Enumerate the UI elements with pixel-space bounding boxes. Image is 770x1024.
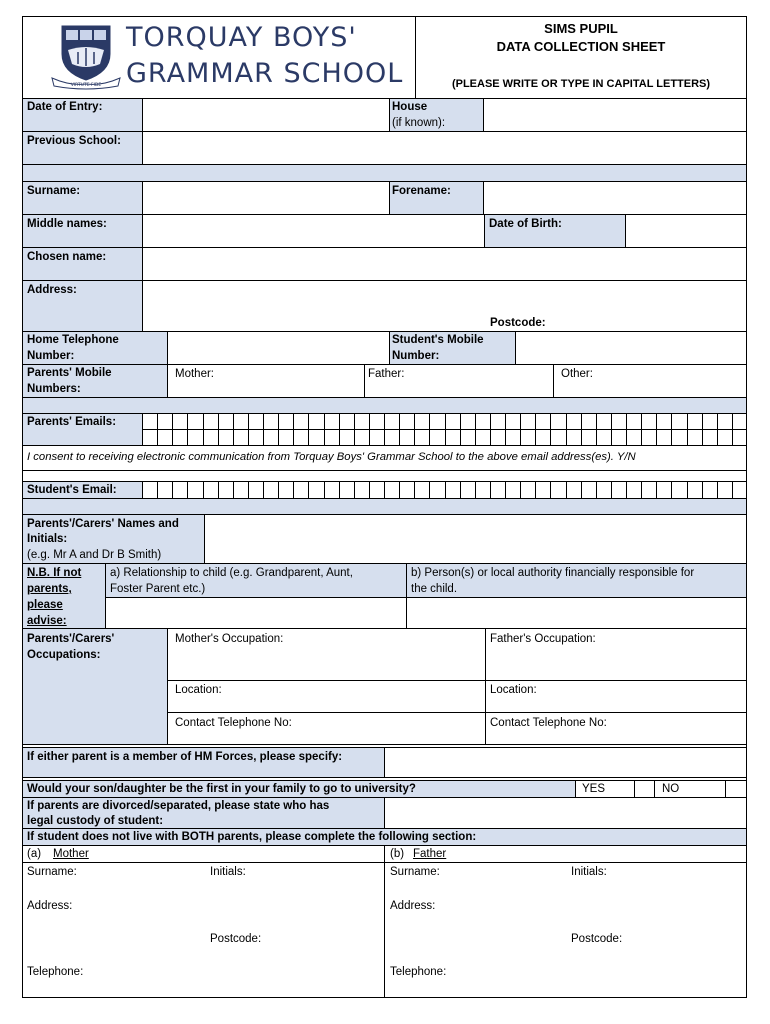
father-postcode-label: Postcode: [571,933,623,945]
financial-label-1: b) Person(s) or local authority financially responsible for [411,567,695,579]
crest-motto: VIRTUTE FIDE [70,83,102,88]
forename-field[interactable] [483,181,747,215]
mother-address-label: Address: [27,900,73,912]
spacer-row-2 [22,397,747,414]
university-label: Would your son/daughter be the first in your family to go to university? [27,783,416,795]
spacer-row-4 [22,498,747,515]
carers-names-label-1: Parents'/Carers' Names and [27,518,179,530]
mother-section-title: Mother [53,848,89,860]
custody-label-1: If parents are divorced/separated, please state who has [27,800,330,812]
spacer-row [22,164,747,182]
date-of-birth-field[interactable] [625,214,747,248]
school-crest-icon [50,24,122,90]
student-mobile-field[interactable] [515,331,747,365]
father-mobile-label: Father: [368,368,405,380]
form-title-line2: DATA COLLECTION SHEET [496,39,666,54]
nb-label-4: advise: [27,615,67,627]
student-mobile-label-1: Student's Mobile [392,334,484,346]
no-checkbox[interactable] [725,780,747,798]
mother-telephone-label: Telephone: [27,966,84,978]
father-occupation-label: Father's Occupation: [490,633,596,645]
home-telephone-label-2: Number: [27,350,75,362]
parents-email-2-cells [142,429,747,446]
mother-occupation-label: Mother's Occupation: [175,633,284,645]
form-page [22,16,747,998]
student-mobile-label-2: Number: [392,350,440,362]
both-parents-header: If student does not live with BOTH parents, please complete the following section: [27,831,477,843]
surname-label: Surname: [27,185,81,197]
custody-field[interactable] [384,797,747,829]
father-telephone-label: Telephone: [390,966,447,978]
address-postcode-label: Postcode: [490,317,546,329]
no-label: NO [662,783,680,795]
relationship-label-2: Foster Parent etc.) [110,583,206,595]
father-section-title: Father [413,848,447,860]
student-email-label: Student's Email: [27,484,117,496]
date-of-birth-label: Date of Birth: [489,218,562,230]
mother-contact-label: Contact Telephone No: [175,717,292,729]
mother-mobile-label: Mother: [175,368,214,380]
parents-mobile-label-2: Numbers: [27,383,81,395]
form-title-line1: SIMS PUPIL [544,21,618,36]
surname-field[interactable] [142,181,390,215]
school-name-line2: GRAMMAR SCHOOL [126,58,404,89]
middle-names-label: Middle names: [27,218,107,230]
form-instruction: (PLEASE WRITE OR TYPE IN CAPITAL LETTERS) [451,78,711,90]
parents-mobile-label-1: Parents' Mobile [27,367,112,379]
school-name-line1: TORQUAY BOYS' [126,22,357,53]
father-address-label: Address: [390,900,436,912]
father-surname-label: Surname: [390,866,440,878]
occupations-label-1: Parents'/Carers' [27,633,115,645]
nb-label-3: please [27,599,63,611]
chosen-name-field[interactable] [142,247,747,281]
hm-forces-label: If either parent is a member of HM Forces, please specify: [27,751,343,763]
nb-label-2: parents, [27,583,72,595]
parents-email-1-cells [142,413,747,430]
consent-text: I consent to receiving electronic communication from Torquay Boys' Grammar School to the above email address(es). Y/N [27,451,636,463]
financial-label-2: the child. [411,583,458,595]
date-of-entry-field[interactable] [142,98,390,132]
home-telephone-field[interactable] [167,331,390,365]
mother-surname-label: Surname: [27,866,77,878]
financial-field[interactable] [406,597,747,629]
house-note: (if known): [392,117,446,129]
mother-section-prefix: (a) [27,848,42,860]
house-field[interactable] [483,98,747,132]
middle-names-field[interactable] [142,214,485,248]
father-location-label: Location: [490,684,537,696]
previous-school-label: Previous School: [27,135,121,147]
student-email-cells [142,481,747,499]
relationship-label-1: a) Relationship to child (e.g. Grandparent, Aunt, [110,567,353,579]
yes-label: YES [582,783,606,795]
mother-postcode-label: Postcode: [210,933,262,945]
mother-location-label: Location: [175,684,222,696]
chosen-name-label: Chosen name: [27,251,107,263]
previous-school-field[interactable] [142,131,747,165]
father-contact-label: Contact Telephone No: [490,717,607,729]
hm-forces-field[interactable] [384,747,747,778]
occupations-label-2: Occupations: [27,649,101,661]
yes-checkbox[interactable] [634,780,655,798]
date-of-entry-label: Date of Entry: [27,101,103,113]
father-section-prefix: (b) [390,848,405,860]
carers-names-example: (e.g. Mr A and Dr B Smith) [27,549,162,561]
carers-names-label-2: Initials: [27,533,68,545]
relationship-field[interactable] [105,597,407,629]
address-label: Address: [27,284,77,296]
address-field[interactable] [142,280,747,332]
mother-initials-label: Initials: [210,866,246,878]
carers-names-field[interactable] [204,514,747,564]
custody-label-2: legal custody of student: [27,815,164,827]
home-telephone-label-1: Home Telephone [27,334,119,346]
other-mobile-label: Other: [561,368,593,380]
house-label: House [392,101,428,113]
forename-label: Forename: [392,185,451,197]
nb-label-1: N.B. If not [27,567,82,579]
parents-emails-label: Parents' Emails: [27,416,117,428]
father-initials-label: Initials: [571,866,607,878]
